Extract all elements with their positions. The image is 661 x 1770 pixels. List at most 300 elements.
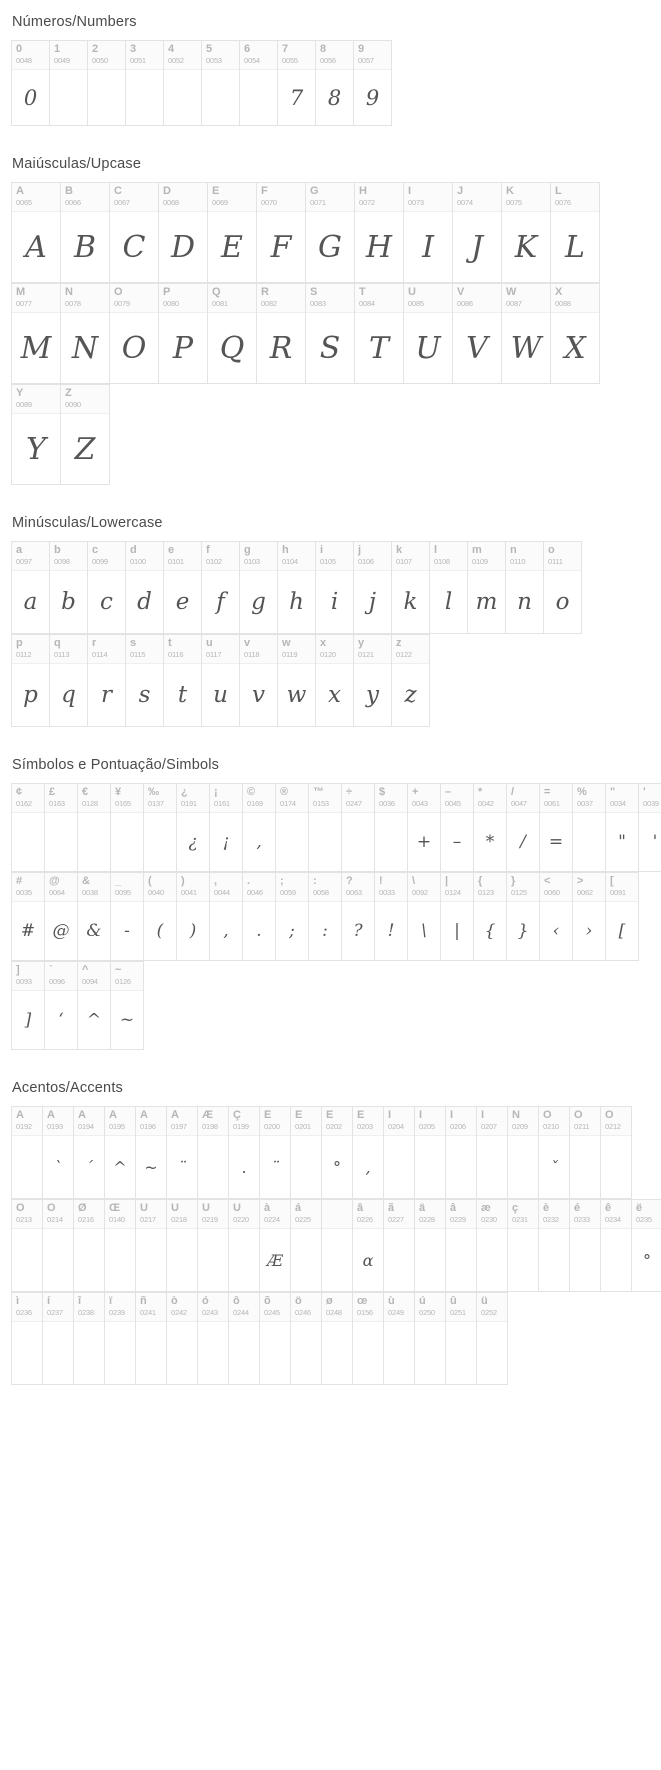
glyph-char-label: o: [548, 545, 555, 556]
glyph-char-label: Z: [65, 388, 72, 399]
glyph-cell[interactable]: [12, 635, 50, 727]
glyph-cell[interactable]: [507, 873, 540, 961]
glyph-cell[interactable]: [309, 873, 342, 961]
glyph-code-label: 0220: [233, 1216, 249, 1224]
glyph-cell-header: [105, 1107, 135, 1136]
glyph-code-label: 0037: [577, 800, 593, 808]
glyph-cell[interactable]: [74, 1293, 105, 1385]
glyph-cell[interactable]: [208, 284, 257, 384]
glyph-code-label: 0249: [388, 1309, 404, 1317]
glyph-cell[interactable]: [177, 784, 210, 872]
glyph-cell[interactable]: [74, 1107, 105, 1199]
glyph-cell[interactable]: [551, 284, 600, 384]
glyph-cell-header: [74, 1293, 104, 1322]
glyph-cell[interactable]: [415, 1107, 446, 1199]
glyph-cell[interactable]: [540, 784, 573, 872]
glyph-code-label: 0213: [16, 1216, 32, 1224]
glyph-preview: e: [175, 589, 190, 615]
glyph-preview: °: [643, 1250, 651, 1270]
glyph-cell-header: [208, 284, 256, 313]
glyph-row: [11, 283, 600, 384]
glyph-cell[interactable]: [446, 1293, 477, 1385]
glyph-cell[interactable]: [159, 284, 208, 384]
glyph-cell[interactable]: [202, 542, 240, 634]
glyph-cell[interactable]: [392, 542, 430, 634]
glyph-cell[interactable]: [260, 1200, 291, 1292]
glyph-char-label: œ: [357, 1296, 368, 1307]
glyph-char-label: à: [264, 1203, 271, 1214]
glyph-cell-header: [210, 873, 242, 902]
glyph-cell[interactable]: [45, 784, 78, 872]
glyph-cell[interactable]: [291, 1293, 322, 1385]
glyph-cell[interactable]: [260, 1293, 291, 1385]
glyph-char-label: Â: [78, 1110, 86, 1121]
glyph-cell[interactable]: [111, 873, 144, 961]
glyph-char-label: è: [543, 1203, 550, 1214]
glyph-cell[interactable]: [278, 542, 316, 634]
glyph-cell[interactable]: [229, 1293, 260, 1385]
glyph-cell[interactable]: [88, 41, 126, 126]
glyph-cell[interactable]: [202, 41, 240, 126]
glyph-cell-header: [446, 1293, 476, 1322]
glyph-row: [11, 634, 430, 727]
glyph-grid: [0, 1106, 661, 1385]
glyph-char-label: d: [130, 545, 137, 556]
glyph-cell[interactable]: [276, 873, 309, 961]
glyph-cell[interactable]: [105, 1293, 136, 1385]
glyph-preview: [229, 1229, 259, 1291]
glyph-cell[interactable]: [198, 1107, 229, 1199]
glyph-cell[interactable]: [110, 183, 159, 283]
glyph-code-label: 0106: [358, 558, 374, 566]
glyph-code-label: 0156: [357, 1309, 373, 1317]
glyph-cell[interactable]: [353, 1293, 384, 1385]
glyph-preview: ‹: [552, 921, 560, 941]
glyph-char-label: ò: [171, 1296, 178, 1307]
glyph-char-label: ÷: [346, 787, 353, 798]
glyph-cell[interactable]: [355, 284, 404, 384]
glyph-char-label: Ï: [481, 1110, 485, 1121]
glyph-preview: [415, 1136, 445, 1198]
glyph-code-label: 0124: [445, 889, 461, 897]
glyph-cell[interactable]: [375, 873, 408, 961]
glyph-cell[interactable]: [12, 284, 61, 384]
glyph-char-label: ñ: [140, 1296, 147, 1307]
glyph-char-label: r: [92, 638, 97, 649]
glyph-code-label: 0036: [379, 800, 395, 808]
glyph-preview: [43, 1229, 73, 1291]
glyph-cell[interactable]: [506, 542, 544, 634]
glyph-cell-header: [210, 784, 242, 813]
glyph-cell[interactable]: [12, 1107, 43, 1199]
glyph-cell[interactable]: [606, 873, 639, 961]
glyph-cell[interactable]: [136, 1200, 167, 1292]
glyph-cell[interactable]: [208, 183, 257, 283]
glyph-cell[interactable]: [12, 183, 61, 283]
glyph-cell[interactable]: [342, 784, 375, 872]
glyph-char-label: }: [511, 876, 516, 887]
glyph-cell[interactable]: [240, 635, 278, 727]
glyph-cell[interactable]: [240, 41, 278, 126]
glyph-char-label: l: [434, 545, 438, 556]
glyph-code-label: 0161: [214, 800, 230, 808]
glyph-preview: [322, 1322, 352, 1384]
glyph-char-label: 2: [92, 44, 99, 55]
glyph-cell[interactable]: [257, 284, 306, 384]
glyph-cell[interactable]: [167, 1107, 198, 1199]
glyph-char-label: Ü: [233, 1203, 241, 1214]
glyph-preview: [240, 70, 277, 125]
glyph-cell[interactable]: [316, 41, 354, 126]
glyph-preview: Z: [74, 431, 96, 467]
glyph-preview: .: [256, 921, 262, 941]
glyph-cell[interactable]: [408, 784, 441, 872]
glyph-cell-header: [404, 284, 452, 313]
glyph-cell[interactable]: [136, 1107, 167, 1199]
glyph-cell[interactable]: [164, 41, 202, 126]
glyph-cell-header: [177, 784, 209, 813]
glyph-cell[interactable]: [544, 542, 582, 634]
glyph-cell[interactable]: [415, 1200, 446, 1292]
glyph-cell[interactable]: [78, 784, 111, 872]
glyph-section: [0, 156, 661, 515]
glyph-cell[interactable]: [309, 784, 342, 872]
glyph-cell[interactable]: [105, 1107, 136, 1199]
glyph-code-label: 0041: [181, 889, 197, 897]
glyph-cell[interactable]: [126, 542, 164, 634]
glyph-cell[interactable]: [276, 784, 309, 872]
glyph-code-label: 0169: [247, 800, 263, 808]
glyph-cell[interactable]: [167, 1293, 198, 1385]
glyph-cell[interactable]: [126, 41, 164, 126]
glyph-cell-header: [384, 1293, 414, 1322]
glyph-cell[interactable]: [88, 635, 126, 727]
glyph-cell[interactable]: [415, 1293, 446, 1385]
glyph-cell[interactable]: [164, 542, 202, 634]
glyph-cell[interactable]: [453, 284, 502, 384]
glyph-char-label: W: [506, 287, 517, 298]
glyph-cell-header: [177, 873, 209, 902]
glyph-cell[interactable]: [441, 784, 474, 872]
glyph-cell-header: [167, 1293, 197, 1322]
glyph-char-label: e: [168, 545, 175, 556]
glyph-code-label: 0219: [202, 1216, 218, 1224]
glyph-cell[interactable]: [639, 784, 661, 872]
glyph-char-label: 8: [320, 44, 327, 55]
glyph-cell-header: [570, 1107, 600, 1136]
glyph-cell[interactable]: [291, 1200, 322, 1292]
section-spacer: [0, 727, 661, 757]
glyph-cell[interactable]: [105, 1200, 136, 1292]
glyph-cell[interactable]: [477, 1293, 508, 1385]
glyph-cell[interactable]: [210, 784, 243, 872]
glyph-cell[interactable]: [468, 542, 506, 634]
glyph-code-label: 0211: [574, 1123, 590, 1131]
glyph-cell[interactable]: [136, 1293, 167, 1385]
glyph-char-label: Ù: [140, 1203, 148, 1214]
glyph-char-label: >: [577, 876, 584, 887]
glyph-cell[interactable]: [430, 542, 468, 634]
glyph-preview: N: [71, 330, 99, 366]
glyph-code-label: 0217: [140, 1216, 156, 1224]
glyph-cell[interactable]: [384, 1200, 415, 1292]
glyph-cell[interactable]: [144, 873, 177, 961]
glyph-cell[interactable]: [573, 873, 606, 961]
glyph-preview: r: [101, 682, 112, 708]
glyph-preview: @: [52, 921, 70, 941]
glyph-preview: w: [286, 682, 307, 708]
glyph-char-label: C: [114, 186, 122, 197]
glyph-preview: *: [485, 832, 495, 852]
glyph-cell[interactable]: [111, 784, 144, 872]
glyph-cell[interactable]: [384, 1107, 415, 1199]
glyph-cell[interactable]: [229, 1200, 260, 1292]
glyph-cell[interactable]: [164, 635, 202, 727]
glyph-cell[interactable]: [61, 284, 110, 384]
glyph-cell[interactable]: [78, 962, 111, 1050]
glyph-char-label: $: [379, 787, 386, 798]
glyph-cell[interactable]: [229, 1107, 260, 1199]
glyph-char-label: &: [82, 876, 90, 887]
glyph-cell[interactable]: [12, 784, 45, 872]
glyph-char-label: Ñ: [512, 1110, 520, 1121]
glyph-code-label: 0091: [610, 889, 626, 897]
glyph-grid: [0, 541, 661, 727]
glyph-cell[interactable]: [198, 1293, 229, 1385]
glyph-code-label: 0105: [320, 558, 336, 566]
glyph-code-label: 0137: [148, 800, 164, 808]
glyph-preview: (: [156, 921, 164, 941]
glyph-cell-header: [430, 542, 467, 571]
glyph-char-label: Å: [171, 1110, 179, 1121]
glyph-cell[interactable]: [353, 1107, 384, 1199]
glyph-cell[interactable]: [540, 873, 573, 961]
glyph-cell-header: [61, 385, 109, 414]
glyph-cell[interactable]: [502, 183, 551, 283]
glyph-cell[interactable]: [477, 1107, 508, 1199]
glyph-cell[interactable]: [606, 784, 639, 872]
glyph-char-label: 4: [168, 44, 175, 55]
glyph-cell[interactable]: [507, 784, 540, 872]
glyph-cell[interactable]: [61, 183, 110, 283]
glyph-cell[interactable]: [384, 1293, 415, 1385]
glyph-cell[interactable]: [322, 1293, 353, 1385]
glyph-cell[interactable]: [45, 962, 78, 1050]
glyph-cell[interactable]: [12, 385, 61, 485]
glyph-code-label: 0197: [171, 1123, 187, 1131]
glyph-cell[interactable]: [573, 784, 606, 872]
glyph-cell[interactable]: [12, 542, 50, 634]
glyph-char-label: y: [358, 638, 365, 649]
glyph-cell[interactable]: [43, 1293, 74, 1385]
glyph-code-label: 0093: [16, 978, 32, 986]
glyph-code-label: 0044: [214, 889, 230, 897]
glyph-cell[interactable]: [316, 635, 354, 727]
glyph-cell[interactable]: [43, 1200, 74, 1292]
glyph-cell[interactable]: [477, 1200, 508, 1292]
glyph-cell[interactable]: [260, 1107, 291, 1199]
glyph-cell[interactable]: [632, 1200, 661, 1292]
glyph-preview: U: [415, 330, 441, 366]
glyph-preview: |: [454, 921, 460, 941]
glyph-cell[interactable]: [12, 41, 50, 126]
glyph-code-label: 0102: [206, 558, 222, 566]
glyph-cell[interactable]: [202, 635, 240, 727]
glyph-char-label: õ: [264, 1296, 271, 1307]
glyph-char-label: i: [320, 545, 324, 556]
glyph-preview: [415, 1229, 445, 1291]
glyph-cell[interactable]: [61, 385, 110, 485]
glyph-cell[interactable]: [306, 183, 355, 283]
glyph-char-label: Ò: [543, 1110, 552, 1121]
glyph-preview: [229, 1322, 259, 1384]
glyph-cell[interactable]: [446, 1107, 477, 1199]
glyph-cell[interactable]: [306, 284, 355, 384]
section-spacer: [0, 485, 661, 515]
glyph-cell[interactable]: [74, 1200, 105, 1292]
glyph-cell[interactable]: [551, 183, 600, 283]
glyph-cell[interactable]: [12, 1200, 43, 1292]
glyph-cell[interactable]: [167, 1200, 198, 1292]
glyph-cell[interactable]: [355, 183, 404, 283]
glyph-cell[interactable]: [354, 635, 392, 727]
glyph-cell[interactable]: [78, 873, 111, 961]
glyph-char-label: ,: [214, 876, 218, 887]
glyph-cell[interactable]: [508, 1200, 539, 1292]
glyph-cell[interactable]: [408, 873, 441, 961]
glyph-cell[interactable]: [322, 1107, 353, 1199]
glyph-code-label: [326, 1216, 349, 1226]
glyph-cell[interactable]: [12, 1293, 43, 1385]
glyph-code-label: 0125: [511, 889, 527, 897]
glyph-cell-header: [355, 183, 403, 212]
glyph-cell[interactable]: [474, 784, 507, 872]
glyph-cell[interactable]: [45, 873, 78, 961]
glyph-preview: 9: [365, 85, 380, 110]
glyph-cell[interactable]: [508, 1107, 539, 1199]
glyph-cell[interactable]: [110, 284, 159, 384]
glyph-cell[interactable]: [502, 284, 551, 384]
glyph-cell[interactable]: [539, 1200, 570, 1292]
glyph-code-label: 0055: [282, 57, 298, 65]
glyph-preview: ˇ: [550, 1157, 558, 1177]
glyph-cell[interactable]: [539, 1107, 570, 1199]
glyph-code-label: 0242: [171, 1309, 187, 1317]
glyph-cell[interactable]: [240, 542, 278, 634]
glyph-preview: [508, 1229, 538, 1291]
glyph-cell[interactable]: [392, 635, 430, 727]
glyph-cell[interactable]: [404, 183, 453, 283]
glyph-cell[interactable]: [257, 183, 306, 283]
glyph-cell-header: [45, 784, 77, 813]
glyph-preview: C: [122, 229, 146, 265]
glyph-char-label: ': [643, 787, 646, 798]
glyph-cell-header: [507, 784, 539, 813]
glyph-code-label: 0081: [212, 300, 228, 308]
glyph-preview: ›: [585, 921, 593, 941]
glyph-preview: [144, 813, 176, 871]
glyph-preview: z: [404, 682, 417, 708]
glyph-cell[interactable]: [446, 1200, 477, 1292]
glyph-cell-header: [208, 183, 256, 212]
glyph-cell[interactable]: [601, 1107, 632, 1199]
glyph-cell-header: [229, 1107, 259, 1136]
glyph-cell[interactable]: [316, 542, 354, 634]
glyph-cell[interactable]: [322, 1200, 353, 1292]
glyph-char-label: ú: [419, 1296, 426, 1307]
glyph-cell[interactable]: [50, 41, 88, 126]
glyph-cell[interactable]: [210, 873, 243, 961]
glyph-cell[interactable]: [354, 41, 392, 126]
glyph-preview: ": [618, 832, 626, 852]
glyph-char-label: È: [264, 1110, 272, 1121]
glyph-char-label: ø: [326, 1296, 333, 1307]
glyph-char-label: x: [320, 638, 327, 649]
glyph-cell[interactable]: [570, 1107, 601, 1199]
glyph-char-label: k: [396, 545, 403, 556]
glyph-cell[interactable]: [50, 635, 88, 727]
glyph-cell[interactable]: [404, 284, 453, 384]
glyph-preview: [12, 1136, 42, 1198]
glyph-cell[interactable]: [88, 542, 126, 634]
glyph-cell[interactable]: [243, 873, 276, 961]
glyph-cell-header: [474, 873, 506, 902]
glyph-cell[interactable]: [375, 784, 408, 872]
glyph-cell[interactable]: [177, 873, 210, 961]
glyph-cell-header: [12, 1293, 42, 1322]
glyph-code-label: 0089: [16, 401, 32, 409]
glyph-cell[interactable]: [291, 1107, 322, 1199]
glyph-cell[interactable]: [342, 873, 375, 961]
glyph-cell[interactable]: [12, 962, 45, 1050]
glyph-cell[interactable]: [50, 542, 88, 634]
glyph-char-label: Ë: [357, 1110, 365, 1121]
glyph-char-label: Õ: [16, 1203, 25, 1214]
glyph-cell[interactable]: [243, 784, 276, 872]
glyph-cell[interactable]: [474, 873, 507, 961]
glyph-cell-header: [276, 784, 308, 813]
glyph-cell[interactable]: [43, 1107, 74, 1199]
glyph-cell-header: [74, 1107, 104, 1136]
glyph-cell-header: [12, 1107, 42, 1136]
glyph-cell[interactable]: [278, 41, 316, 126]
glyph-cell[interactable]: [198, 1200, 229, 1292]
glyph-cell[interactable]: [126, 635, 164, 727]
glyph-cell[interactable]: [601, 1200, 632, 1292]
glyph-cell-header: [306, 183, 354, 212]
glyph-code-label: 0163: [49, 800, 65, 808]
glyph-cell[interactable]: [441, 873, 474, 961]
glyph-code-label: 0076: [555, 199, 571, 207]
glyph-cell[interactable]: [354, 542, 392, 634]
glyph-cell[interactable]: [278, 635, 316, 727]
glyph-code-label: 0199: [233, 1123, 249, 1131]
glyph-code-label: 0202: [326, 1123, 342, 1131]
glyph-cell[interactable]: [353, 1200, 384, 1292]
glyph-cell[interactable]: [12, 873, 45, 961]
glyph-code-label: 0196: [140, 1123, 156, 1131]
glyph-cell[interactable]: [453, 183, 502, 283]
glyph-cell[interactable]: [144, 784, 177, 872]
glyph-cell[interactable]: [159, 183, 208, 283]
glyph-cell[interactable]: [111, 962, 144, 1050]
glyph-preview: [198, 1136, 228, 1198]
glyph-cell[interactable]: [570, 1200, 601, 1292]
glyph-cell-header: [136, 1293, 166, 1322]
glyph-char-label: E: [212, 186, 220, 197]
glyph-code-label: 0203: [357, 1123, 373, 1131]
glyph-preview: [477, 1136, 507, 1198]
